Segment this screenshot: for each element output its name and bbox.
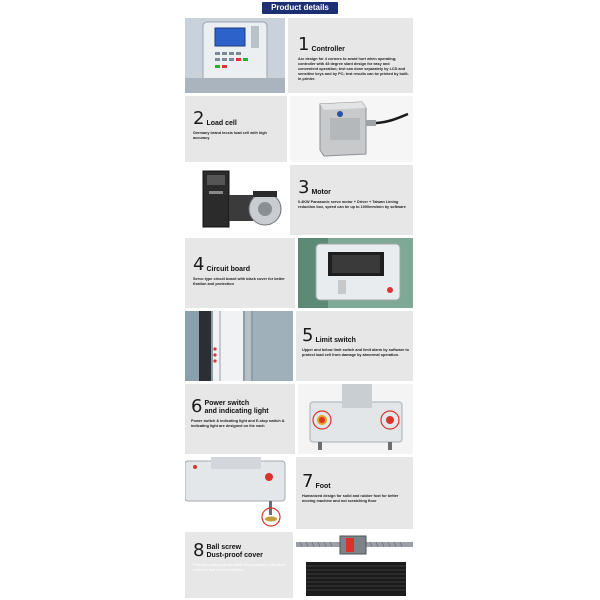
section-description: Arc design for 4 corners to avoid hurt when operating; controller with 45 degree slant design for easy and convenient operation; test can done separately by LCD and sensitive keys and by PC; test results can be printed by built-in printer.: [298, 57, 409, 81]
section-title: Limit switch: [315, 337, 356, 344]
ball-screw-panel: [185, 532, 293, 598]
section-number: 6: [191, 396, 203, 417]
power-switch-panel: [185, 384, 295, 454]
section-title-line1: Ball screw: [206, 544, 242, 551]
section-description: Humanized design for solid and rubber foot for better moving machine and not scratching floor: [302, 494, 399, 503]
section-title: Foot: [315, 483, 331, 490]
section-description: Precision ball screw for better test accuracy; dust-proof cover for ball screw protection: [193, 563, 286, 572]
section-number: 3: [298, 177, 310, 198]
product-details-header: Product details: [262, 2, 338, 14]
controller-panel: [288, 18, 413, 93]
section-number: 8: [193, 540, 205, 561]
section-title-line2: and indicating light: [204, 408, 269, 415]
section-number: 2: [193, 108, 205, 129]
section-number: 1: [298, 34, 310, 55]
section-description: Upper and below limit switch and limit alarm by software to protect load cell from damage by abnormal operation.: [302, 348, 409, 357]
section-title: Motor: [311, 189, 331, 196]
motor-photo: [185, 165, 287, 235]
controller-photo: [185, 18, 285, 93]
section-title: Circuit board: [206, 266, 251, 273]
circuit-board-photo: [298, 238, 413, 308]
section-description: Power switch & indicating light and E-stop switch & indicating light are designed on the each: [191, 419, 285, 428]
limit-switch-panel: [296, 311, 413, 381]
section-title-line2: Dust-proof cover: [206, 552, 263, 559]
section-description: Germany brand tecsis load cell with high accuracy: [193, 131, 267, 140]
limit-switch-photo: [185, 311, 293, 381]
section-title: [206, 544, 262, 560]
load-cell-photo: [290, 96, 413, 162]
power-switch-photo: [298, 384, 413, 454]
ball-screw-photo: [296, 532, 413, 598]
section-number: 7: [302, 471, 314, 492]
load-cell-panel: [185, 96, 287, 162]
motor-panel: [290, 165, 413, 235]
section-number: 5: [302, 325, 314, 346]
foot-panel: [296, 457, 413, 529]
section-title: [204, 400, 268, 416]
section-title: Controller: [311, 46, 345, 53]
section-title: Load cell: [206, 120, 237, 127]
section-description: 0.4KW Panasonic servo motor + Driver + Taiwan Liming reduction box, speed can be up to 1000mm/min by software: [298, 200, 406, 209]
section-number: 4: [193, 254, 205, 275]
section-title-line1: Power switch: [204, 400, 250, 407]
foot-photo: [185, 457, 293, 529]
circuit-board-panel: [185, 238, 295, 308]
section-description: Servo type circuit board with black cover for better fixation and protection: [193, 277, 285, 286]
